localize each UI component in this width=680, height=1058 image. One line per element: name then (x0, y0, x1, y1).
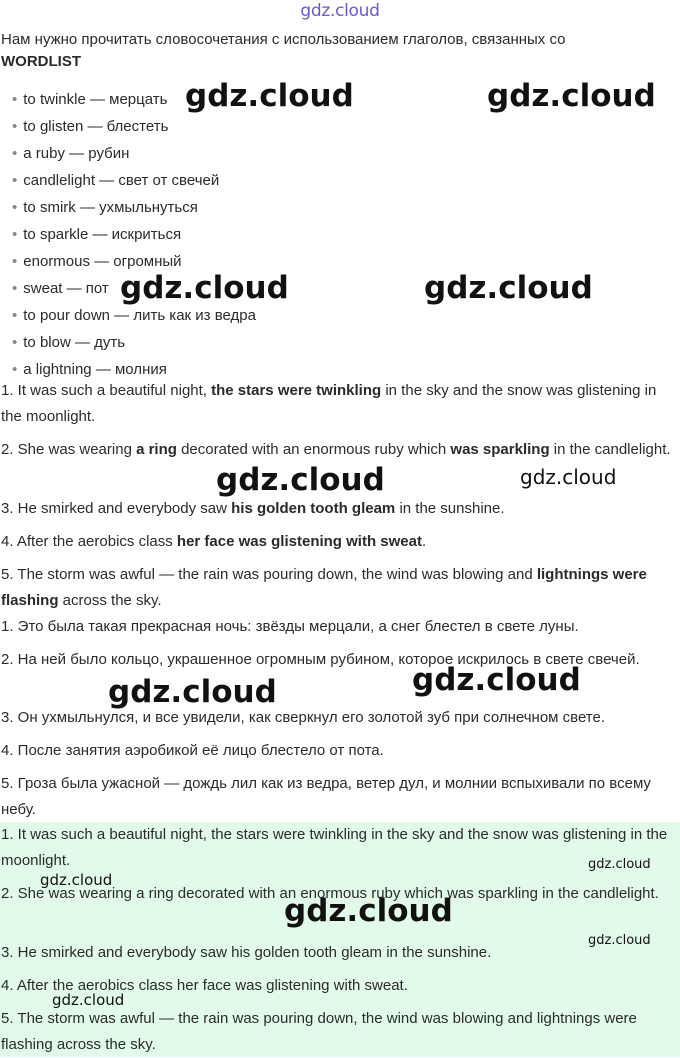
sentence-highlight: a ring (136, 441, 177, 458)
sentence-text: in the sunshine. (395, 500, 505, 517)
wordlist-item: • candlelight — свет от свечей (12, 170, 256, 197)
english-sentence-5 (1, 562, 674, 614)
answer-sentence-3: 3. He smirked and everybody saw his golden tooth gleam in the sunshine. (1, 944, 492, 961)
english-sentence-2 (1, 437, 674, 463)
wordlist-item: • enormous — огромный (12, 251, 256, 278)
watermark: gdz.cloud (52, 991, 125, 1009)
sentence-text: 4. After the aerobics class (1, 533, 177, 550)
sentence-highlight: the stars were twinkling (211, 382, 382, 399)
watermark: gdz.cloud (216, 462, 385, 498)
sentence-text: across the sky. (58, 592, 162, 609)
answer-sentence-2: 2. She was wearing a ring decorated with an enormous ruby which was sparkling in the candlelight. (1, 885, 659, 902)
wordlist-item: • to blow — дуть (12, 332, 256, 359)
russian-sentence-1: 1. Это была такая прекрасная ночь: звёзды мерцали, а снег блестел в свете луны. (1, 618, 579, 635)
watermark: gdz.cloud (120, 270, 289, 306)
russian-sentence-2: 2. На ней было кольцо, украшенное огромным рубином, которое искрилось в свете свечей. (1, 651, 640, 668)
wordlist-item: • a lightning — молния (12, 359, 256, 386)
answer-sentence-4: 4. After the aerobics class her face was glistening with sweat. (1, 977, 408, 994)
site-logo[interactable]: gdz.cloud (300, 1, 380, 21)
watermark: gdz.cloud (588, 933, 651, 948)
russian-sentence-5: 5. Гроза была ужасной — дождь лил как из ведра, ветер дул, и молнии вспыхивали по всему небу. (1, 775, 651, 818)
sentence-highlight: lightnings were flashing (1, 566, 647, 609)
watermark: gdz.cloud (424, 270, 593, 306)
watermark: gdz.cloud (588, 857, 651, 872)
wordlist-heading: WORDLIST (1, 53, 81, 70)
watermark: gdz.cloud (40, 871, 113, 889)
sentence-text: in the sky and the snow was glistening in the moonlight. (1, 382, 657, 425)
sentence-text: 2. She was wearing (1, 441, 137, 458)
watermark: gdz.cloud (284, 893, 453, 929)
wordlist-item: • to sparkle — искриться (12, 224, 256, 251)
wordlist-item: • to smirk — ухмыльнуться (12, 197, 256, 224)
sentence-text: . (422, 533, 427, 550)
answer-sentence-5: 5. The storm was awful — the rain was pouring down, the wind was blowing and lightnings were flashing across the sky. (1, 1010, 637, 1053)
watermark: gdz.cloud (487, 78, 656, 114)
intro-text (1, 29, 674, 73)
watermark: gdz.cloud (185, 78, 354, 114)
english-sentence-3 (1, 496, 674, 522)
english-sentence-4 (1, 529, 674, 555)
intro-line: Нам нужно прочитать словосочетания с использованием глаголов, связанных со (1, 31, 566, 48)
wordlist (12, 89, 256, 386)
watermark: gdz.cloud (520, 465, 617, 489)
watermark: gdz.cloud (412, 662, 581, 698)
sentence-highlight: was sparkling (450, 441, 550, 458)
sentence-text: 5. The storm was awful — the rain was pouring down, the wind was blowing and (1, 566, 537, 583)
wordlist-item: • to pour down — лить как из ведра (12, 305, 256, 332)
wordlist-item: • to glisten — блестеть (12, 116, 256, 143)
russian-sentence-4: 4. После занятия аэробикой её лицо блестело от пота. (1, 742, 384, 759)
sentence-text: in the candlelight. (549, 441, 671, 458)
sentence-text: 1. It was such a beautiful night, (1, 382, 212, 399)
answer-sentence-1: 1. It was such a beautiful night, the stars were twinkling in the sky and the snow was glistening in the moonlight. (1, 826, 668, 869)
russian-sentence-3: 3. Он ухмыльнулся, и все увидели, как сверкнул его золотой зуб при солнечном свете. (1, 709, 605, 726)
watermark: gdz.cloud (108, 674, 277, 710)
wordlist-item: • to twinkle — мерцать (12, 89, 256, 116)
sentence-text: decorated with an enormous ruby which (176, 441, 451, 458)
sentence-text: 3. He smirked and everybody saw (1, 500, 232, 517)
wordlist-item: • sweat — пот (12, 278, 256, 305)
sentence-highlight: her face was glistening with sweat (176, 533, 422, 550)
english-sentence-1 (1, 378, 674, 430)
wordlist-item: • a ruby — рубин (12, 143, 256, 170)
sentence-highlight: his golden tooth gleam (231, 500, 396, 517)
